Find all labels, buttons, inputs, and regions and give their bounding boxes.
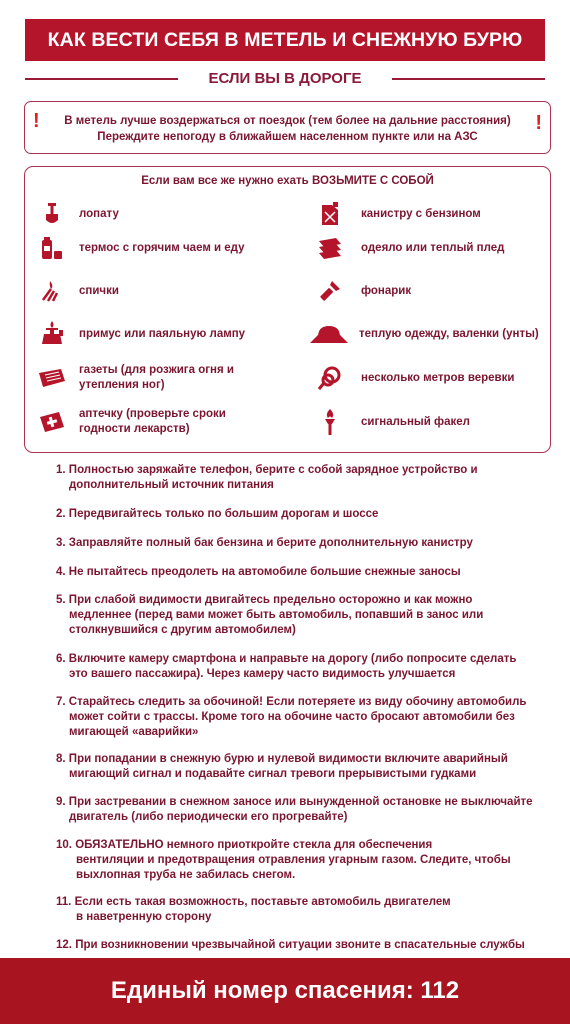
blanket-icon [315, 233, 345, 263]
take-item-label: сигнальный факел [361, 415, 470, 428]
tip-text: Не пытайтесь преодолеть на автомобиле большие снежные заносы [68, 566, 461, 578]
tip-number: 3. [56, 537, 66, 549]
take-item-label: одеяло или теплый плед [361, 241, 505, 254]
tip-item [56, 463, 556, 493]
tip-text: это вашего пассажира). Через камеру часто видимость улучшается [69, 668, 456, 680]
tip-text: Если есть такая возможность, поставьте автомобиль двигателем [74, 896, 451, 908]
take-with-box [24, 166, 551, 453]
tip-text: выхлопная труба не забилась снегом. [76, 869, 296, 881]
take-item-first-aid [37, 407, 287, 437]
first-aid-kit-icon [37, 407, 67, 437]
tip-item [56, 938, 556, 953]
tip-number: 7. [56, 696, 66, 708]
exclamation-icon: ! [535, 112, 542, 134]
take-item-matches [37, 276, 287, 306]
tip-item [56, 565, 556, 580]
rope-icon [315, 363, 345, 393]
newspaper-icon [37, 363, 67, 393]
section-header [25, 68, 545, 90]
warning-line-1: В метель лучше воздержаться от поездок (тем более на дальние расстояния) [64, 115, 511, 127]
take-item-signal-torch [315, 407, 545, 437]
take-item-label: несколько метров веревки [361, 371, 515, 384]
tip-item [56, 536, 556, 551]
tip-item [56, 507, 556, 522]
tip-number: 5. [56, 594, 66, 606]
take-item-warm-clothes [307, 319, 552, 349]
take-item-newspaper [37, 363, 287, 393]
shovel-icon [37, 199, 67, 229]
take-item-label: лопату [79, 207, 119, 220]
tip-text: Передвигайтесь только по большим дорогам и шоссе [68, 508, 379, 520]
tip-text: При слабой видимости двигайтесь предельно осторожно и как можно [68, 594, 473, 606]
matches-icon [37, 276, 67, 306]
take-item-label: канистру с бензином [361, 207, 481, 220]
divider-right [392, 78, 545, 80]
tip-item [56, 838, 556, 883]
take-item-canister [315, 199, 545, 229]
take-with-header: Если вам все же нужно ехать ВОЗЬМИТЕ С СОБОЙ [141, 175, 434, 187]
tip-number: 6. [56, 653, 66, 665]
tip-item [56, 593, 556, 638]
take-item-shovel [37, 199, 287, 229]
tip-text: может сойти с трассы. Кроме того на обочине часто бросают автомобили без [69, 711, 515, 723]
exclamation-icon: ! [33, 110, 40, 132]
tip-text: мигающий сигнал и подавайте сигнал тревоги прерывистыми гудками [69, 768, 477, 780]
warning-box [24, 101, 551, 154]
tip-text: Старайтесь следить за обочиной! Если потеряете из виду обочину автомобиль [68, 696, 527, 708]
tip-text: Заправляйте полный бак бензина и берите дополнительную канистру [68, 537, 473, 549]
signal-torch-icon [315, 407, 345, 437]
flashlight-icon [315, 276, 345, 306]
take-item-label: фонарик [361, 284, 412, 297]
tip-item [56, 795, 556, 825]
tip-text: вентиляции и предотвращения отравления угарным газом. Следите, чтобы [76, 854, 511, 866]
take-item-label: спички [79, 284, 119, 297]
take-item-label: аптечку (проверьте сроки годности лекарств) [79, 408, 226, 435]
tip-number: 8. [56, 753, 66, 765]
tip-number: 1. [56, 464, 66, 476]
tip-text: При попадании в снежную бурю и нулевой видимости включите аварийный [68, 753, 508, 765]
take-item-primus [37, 319, 287, 349]
warm-hat-icon [307, 319, 351, 349]
tip-number: 4. [56, 566, 66, 578]
tip-text: медленнее (перед вами может быть автомобиль, попавший в занос или [69, 609, 484, 621]
take-item-thermos [37, 233, 287, 263]
tip-text: двигатель (либо периодически его прогревайте) [69, 811, 348, 823]
take-item-label: газеты (для розжига огня и утепления ног) [79, 364, 234, 391]
tip-text: в наветренную сторону [76, 911, 212, 923]
take-item-flashlight [315, 276, 545, 306]
tip-text: При возникновении чрезвычайной ситуации звоните в спасательные службы [75, 939, 525, 951]
section-title: ЕСЛИ ВЫ В ДОРОГЕ [208, 70, 362, 87]
take-item-blanket [315, 233, 545, 263]
tip-number: 12. [56, 939, 72, 951]
tip-text: Полностью заряжайте телефон, берите с собой зарядное устройство и [68, 464, 478, 476]
tip-text: Включите камеру смартфона и направьте на дорогу (либо попросите сделать [68, 653, 517, 665]
take-item-label: теплую одежду, валенки (унты) [359, 327, 539, 340]
tip-item [56, 895, 556, 925]
take-item-rope [315, 363, 545, 393]
warning-line-2: Переждите непогоду в ближайшем населенном пункте или на АЗС [97, 131, 478, 143]
take-item-label: термос с горячим чаем и еду [79, 241, 245, 254]
tip-item [56, 695, 556, 740]
thermos-icon [37, 233, 67, 263]
fuel-canister-icon [315, 199, 345, 229]
tip-number: 10. [56, 839, 72, 851]
take-item-label: примус или паяльную лампу [79, 327, 246, 340]
primus-stove-icon [37, 319, 67, 349]
emergency-number-banner: Единый номер спасения: 112 [0, 958, 570, 1024]
page-title: КАК ВЕСТИ СЕБЯ В МЕТЕЛЬ И СНЕЖНУЮ БУРЮ [25, 19, 545, 61]
tip-text: мигающей «аварийки» [69, 726, 199, 738]
tip-number: 11. [56, 896, 72, 908]
tip-text: дополнительный источник питания [69, 479, 274, 491]
tip-number: 9. [56, 796, 66, 808]
tip-item [56, 752, 556, 782]
tip-number: 2. [56, 508, 66, 520]
tip-text: ОБЯЗАТЕЛЬНО немного приоткройте стекла для обеспечения [75, 839, 433, 851]
tip-text: При застревании в снежном заносе или вынужденной остановке не выключайте [68, 796, 533, 808]
tip-text: столкнувшийся с другим автомобилем) [69, 624, 296, 636]
tip-item [56, 652, 556, 682]
